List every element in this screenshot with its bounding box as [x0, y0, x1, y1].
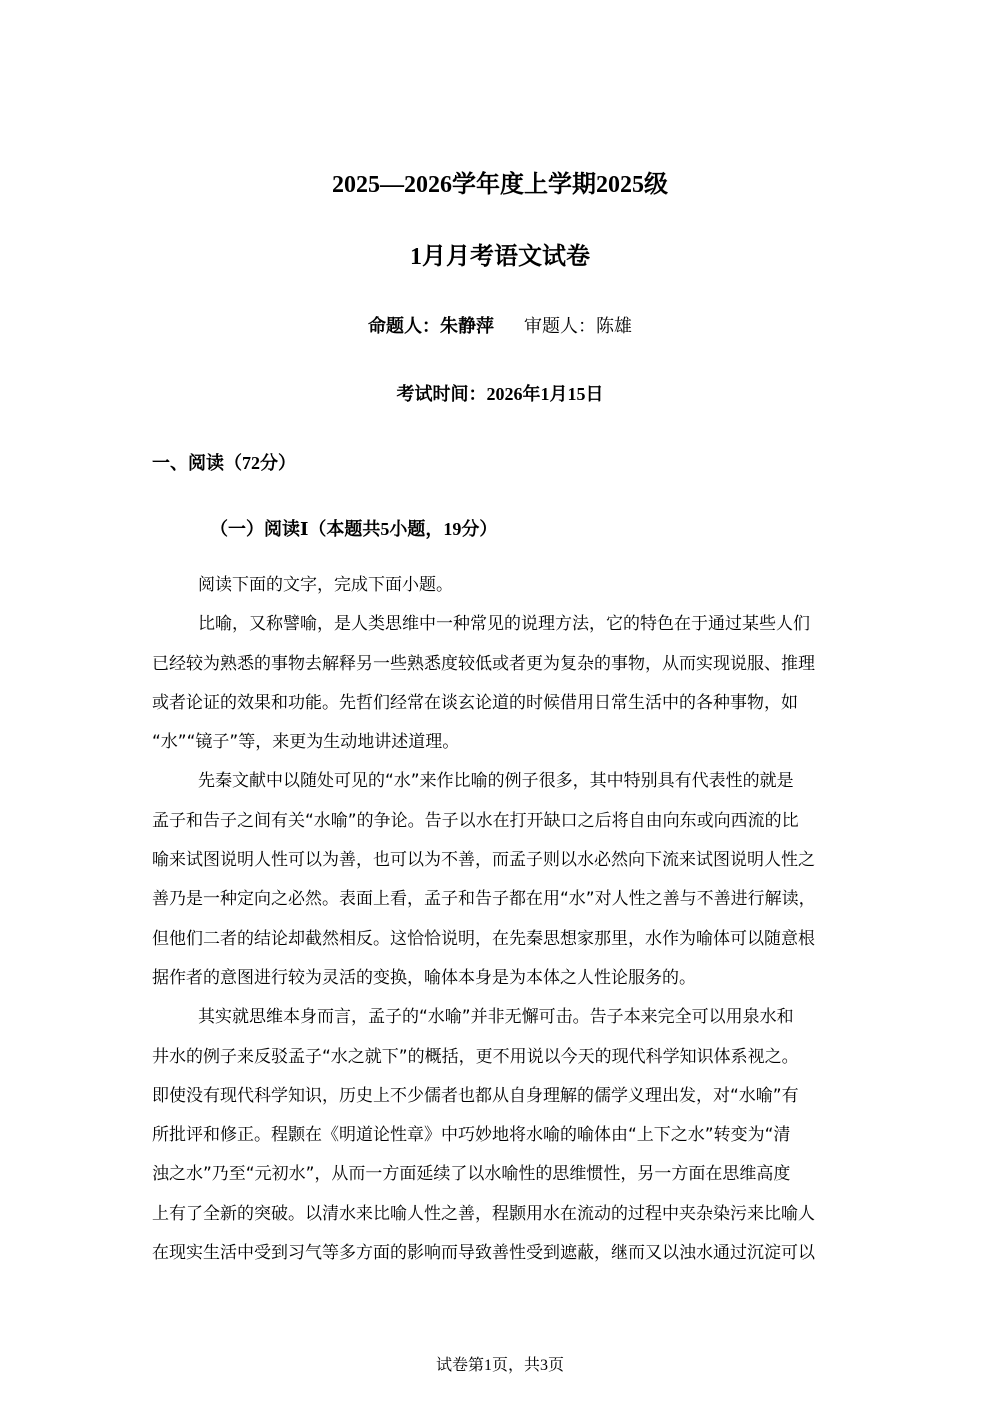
- setter-name: 朱静萍: [440, 316, 494, 337]
- passage-line: 善乃是一种定向之必然。表面上看，孟子和告子都在用“水”对人性之善与不善进行解读，: [152, 889, 816, 910]
- section-heading: 一、阅读（72分）: [152, 453, 296, 473]
- passage-line: 在现实生活中受到习气等多方面的影响而导致善性受到遮蔽，继而又以浊水通过沉淀可以: [152, 1243, 815, 1264]
- exam-time: 考试时间：2026年1月15日: [396, 384, 604, 404]
- passage-line: 已经较为熟悉的事物去解释另一些熟悉度较低或者更为复杂的事物，从而实现说服、推理: [152, 653, 815, 674]
- passage-line: 所批评和修正。程颢在《明道论性章》中巧妙地将水喻的喻体由“上下之水”转变为“清: [152, 1125, 791, 1146]
- passage-line: 上有了全新的突破。以清水来比喻人性之善，程颢用水在流动的过程中夹杂染污来比喻人: [152, 1203, 815, 1224]
- reviewer-label: 审题人：: [524, 316, 596, 337]
- passage-line: 浊之水”乃至“元初水”，从而一方面延续了以水喻性的思维惯性，另一方面在思维高度: [152, 1164, 791, 1185]
- setter-label: 命题人：: [368, 316, 440, 337]
- passage-line: 井水的例子来反驳孟子“水之就下”的概括，更不用说以今天的现代科学知识体系视之。: [152, 1046, 799, 1067]
- reviewer-name: 陈雄: [596, 316, 632, 337]
- passage-line: 据作者的意图进行较为灵活的变换，喻体本身是为本体之人性论服务的。: [152, 967, 696, 988]
- passage-line: 其实就思维本身而言，孟子的“水喻”并非无懈可击。告子本来完全可以用泉水和: [198, 1007, 794, 1028]
- exam-title-line2: 1月月考语文试卷: [410, 244, 590, 270]
- passage-line: “水”“镜子”等，来更为生动地讲述道理。: [152, 732, 460, 753]
- passage-line: 即使没有现代科学知识，历史上不少儒者也都从自身理解的儒学义理出发，对“水喻”有: [152, 1085, 799, 1106]
- reading-passage: [152, 566, 852, 1273]
- passage-line: 孟子和告子之间有关“水喻”的争论。告子以水在打开缺口之后将自由向东或向西流的比: [152, 810, 799, 831]
- passage-line: 或者论证的效果和功能。先哲们经常在谈玄论道的时候借用日常生活中的各种事物，如: [152, 692, 798, 713]
- passage-line: 先秦文献中以随处可见的“水”来作比喻的例子很多，其中特别具有代表性的就是: [198, 771, 794, 792]
- passage-line: 但他们二者的结论却截然相反。这恰恰说明，在先秦思想家那里，水作为喻体可以随意根: [152, 928, 815, 949]
- passage-instruction: 阅读下面的文字，完成下面小题。: [198, 575, 453, 595]
- passage-line: 比喻，又称譬喻，是人类思维中一种常见的说理方法，它的特色在于通过某些人们: [198, 614, 810, 635]
- subsection-heading: （一）阅读Ⅰ（本题共5小题，19分）: [210, 519, 498, 539]
- exam-title-line1: 2025—2026学年度上学期2025级: [332, 172, 668, 198]
- authors-line: [0, 314, 1000, 340]
- page-footer: 试卷第1页，共3页: [435, 1357, 564, 1374]
- passage-line: 喻来试图说明人性可以为善，也可以为不善，而孟子则以水必然向下流来试图说明人性之: [152, 850, 815, 871]
